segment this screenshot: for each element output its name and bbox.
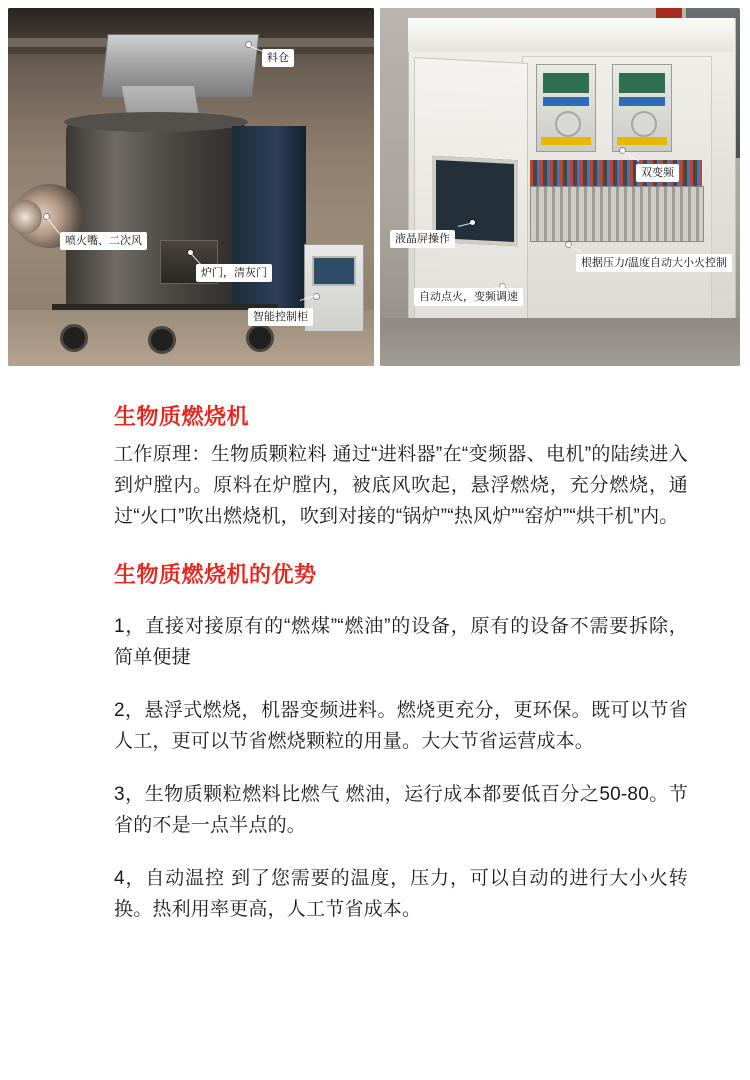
- vfd-warning-stripe: [617, 137, 667, 145]
- advantage-item-3: 3，生物质颗粒燃料比燃气 燃油，运行成本都要低百分之50-80。节省的不是一点半点的。: [114, 784, 688, 836]
- callout-lcd: 液晶屏操作: [390, 230, 455, 248]
- vfd-brand-label: [543, 97, 589, 106]
- photo-strip: [0, 0, 750, 372]
- section-heading-product: 生物质燃烧机: [114, 404, 250, 429]
- advantage-item-1: 1，直接对接原有的“燃煤”“燃油”的设备，原有的设备不需要拆除，简单便捷: [114, 616, 688, 668]
- vfd-warning-stripe: [541, 137, 591, 145]
- callout-auto-ignition: 自动点火，变频调速: [414, 288, 523, 306]
- cabinet-top: [408, 18, 734, 52]
- burner-top-rim: [64, 112, 248, 132]
- callout-nozzle: 喷火嘴、二次风: [60, 232, 147, 250]
- vfd-unit-2: [612, 64, 672, 152]
- flame-nozzle-inner: [8, 200, 42, 234]
- vfd-display: [619, 73, 665, 93]
- terminal-block: [530, 186, 704, 242]
- vfd-unit-1: [536, 64, 596, 152]
- caster-wheel: [246, 324, 274, 352]
- article-content: [0, 372, 750, 925]
- advantage-item-4: 4，自动温控 到了您需要的温度，压力，可以自动的进行大小火转换。热利用率更高，人工节省成本。: [114, 868, 688, 920]
- control-cabinet-photo: [380, 8, 740, 366]
- floor: [380, 318, 740, 366]
- advantage-item-2: 2，悬浮式燃烧，机器变频进料。燃烧更充分，更环保。既可以节省人工，更可以节省燃烧颗粒的用量。大大节省运营成本。: [114, 700, 688, 752]
- callout-hopper: 料仓: [262, 49, 294, 67]
- callout-auto-fire-control: 根据压力/温度自动大小火控制: [576, 254, 732, 272]
- vfd-brand-label: [619, 97, 665, 106]
- callout-furnace-door: 炉门，清灰门: [196, 264, 272, 282]
- vfd-knob: [631, 111, 657, 137]
- working-principle-paragraph: 工作原理：生物质颗粒料 通过“进料器”在“变频器、电机”的陆续进入到炉膛内。原料在炉膛内，被底风吹起，悬浮燃烧，充分燃烧，通过“火口”吹出燃烧机，吹到对接的“锅炉”“热风炉”“窑炉”“烘干机”内。: [114, 444, 688, 527]
- control-cabinet-screen: [312, 256, 356, 286]
- caster-wheel: [148, 326, 176, 354]
- section-heading-advantages: 生物质燃烧机的优势: [114, 562, 317, 587]
- callout-dual-vfd: 双变频: [636, 164, 679, 182]
- callout-smart-cabinet: 智能控制柜: [248, 308, 313, 326]
- burner-side-door: [232, 126, 306, 316]
- caster-wheel: [60, 324, 88, 352]
- biomass-burner-machine-photo: [8, 8, 374, 366]
- vfd-knob: [555, 111, 581, 137]
- vfd-display: [543, 73, 589, 93]
